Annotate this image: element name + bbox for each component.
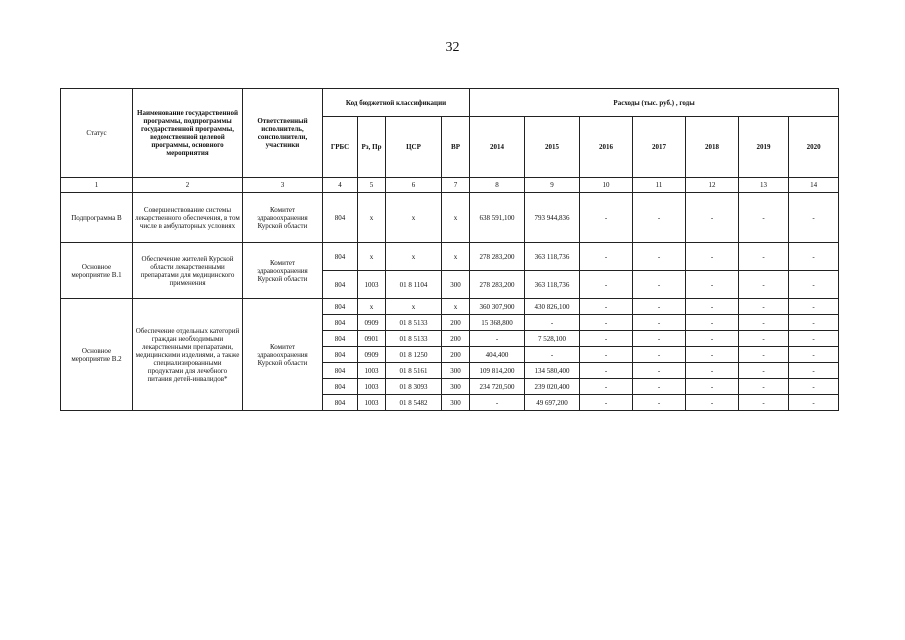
value-2015: 363 118,736 (525, 243, 580, 271)
column-number: 6 (386, 178, 442, 193)
value-2017: - (633, 299, 686, 315)
value-2018: - (686, 331, 739, 347)
value-2017: - (633, 363, 686, 379)
value-2020: - (789, 193, 839, 243)
value-2017: - (633, 315, 686, 331)
header-year: 2016 (580, 117, 633, 178)
value-2018: - (686, 395, 739, 411)
header-executor: Ответственный исполнитель, соисполнители, участники (243, 89, 323, 178)
column-number: 10 (580, 178, 633, 193)
header-year: 2019 (739, 117, 789, 178)
value-2020: - (789, 243, 839, 271)
header-name: Наименование государственной программы, подпрограммы государственной программы, ведомственной целевой программы, основного мероприятия (133, 89, 243, 178)
vr-cell: 200 (442, 331, 470, 347)
vr-cell: 300 (442, 395, 470, 411)
header-budget-code: Код бюджетной классификации (323, 89, 470, 117)
value-2018: - (686, 315, 739, 331)
rzpr-cell: 1003 (358, 363, 386, 379)
header-year: 2018 (686, 117, 739, 178)
value-2017: - (633, 243, 686, 271)
value-2015: 239 020,400 (525, 379, 580, 395)
executor-cell: Комитет здравоохранения Курской области (243, 243, 323, 299)
value-2017: - (633, 271, 686, 299)
header-vr: ВР (442, 117, 470, 178)
column-number: 8 (470, 178, 525, 193)
grbs-cell: 804 (323, 315, 358, 331)
value-2015: 49 697,200 (525, 395, 580, 411)
grbs-cell: 804 (323, 379, 358, 395)
value-2020: - (789, 315, 839, 331)
grbs-cell: 804 (323, 271, 358, 299)
value-2017: - (633, 193, 686, 243)
csr-cell: 01 8 1104 (386, 271, 442, 299)
executor-cell: Комитет здравоохранения Курской области (243, 299, 323, 411)
table-row (61, 243, 839, 271)
value-2015: 430 826,100 (525, 299, 580, 315)
value-2016: - (580, 331, 633, 347)
vr-cell: 300 (442, 363, 470, 379)
value-2018: - (686, 193, 739, 243)
value-2019: - (739, 347, 789, 363)
column-number-row (61, 178, 839, 193)
table-row (61, 299, 839, 315)
budget-table (60, 88, 839, 411)
value-2019: - (739, 271, 789, 299)
status-cell: Подпрограмма В (61, 193, 133, 243)
csr-cell: х (386, 299, 442, 315)
value-2016: - (580, 379, 633, 395)
value-2014: 278 283,200 (470, 243, 525, 271)
value-2018: - (686, 271, 739, 299)
value-2019: - (739, 379, 789, 395)
value-2015: 134 580,400 (525, 363, 580, 379)
grbs-cell: 804 (323, 193, 358, 243)
value-2015: - (525, 347, 580, 363)
rzpr-cell: 1003 (358, 395, 386, 411)
column-number: 3 (243, 178, 323, 193)
value-2019: - (739, 331, 789, 347)
value-2016: - (580, 347, 633, 363)
value-2018: - (686, 299, 739, 315)
value-2018: - (686, 347, 739, 363)
rzpr-cell: 0909 (358, 347, 386, 363)
csr-cell: 01 8 5133 (386, 315, 442, 331)
vr-cell: х (442, 299, 470, 315)
header-year: 2015 (525, 117, 580, 178)
value-2016: - (580, 243, 633, 271)
column-number: 12 (686, 178, 739, 193)
value-2019: - (739, 299, 789, 315)
csr-cell: 01 8 3093 (386, 379, 442, 395)
column-number: 7 (442, 178, 470, 193)
value-2014: 234 720,500 (470, 379, 525, 395)
csr-cell: 01 8 5482 (386, 395, 442, 411)
value-2014: - (470, 331, 525, 347)
vr-cell: 300 (442, 271, 470, 299)
value-2017: - (633, 347, 686, 363)
status-cell: Основное мероприятие В.2 (61, 299, 133, 411)
value-2017: - (633, 331, 686, 347)
column-number: 13 (739, 178, 789, 193)
header-year: 2017 (633, 117, 686, 178)
vr-cell: 300 (442, 379, 470, 395)
value-2016: - (580, 315, 633, 331)
rzpr-cell: 0909 (358, 315, 386, 331)
header-expenses: Расходы (тыс. руб.) , годы (470, 89, 839, 117)
value-2020: - (789, 331, 839, 347)
vr-cell: х (442, 193, 470, 243)
value-2014: 360 307,900 (470, 299, 525, 315)
value-2016: - (580, 395, 633, 411)
value-2020: - (789, 299, 839, 315)
value-2019: - (739, 395, 789, 411)
rzpr-cell: 1003 (358, 271, 386, 299)
value-2020: - (789, 363, 839, 379)
value-2019: - (739, 243, 789, 271)
value-2015: 363 118,736 (525, 271, 580, 299)
value-2020: - (789, 347, 839, 363)
value-2020: - (789, 395, 839, 411)
value-2018: - (686, 243, 739, 271)
executor-cell: Комитет здравоохранения Курской области (243, 193, 323, 243)
column-number: 11 (633, 178, 686, 193)
rzpr-cell: х (358, 193, 386, 243)
rzpr-cell: х (358, 299, 386, 315)
value-2020: - (789, 271, 839, 299)
csr-cell: х (386, 193, 442, 243)
column-number: 5 (358, 178, 386, 193)
header-status: Статус (61, 89, 133, 178)
status-cell: Основное мероприятие В.1 (61, 243, 133, 299)
grbs-cell: 804 (323, 395, 358, 411)
grbs-cell: 804 (323, 331, 358, 347)
csr-cell: х (386, 243, 442, 271)
vr-cell: х (442, 243, 470, 271)
value-2014: 15 368,800 (470, 315, 525, 331)
column-number: 14 (789, 178, 839, 193)
value-2014: 278 283,200 (470, 271, 525, 299)
value-2020: - (789, 379, 839, 395)
vr-cell: 200 (442, 347, 470, 363)
value-2015: 793 944,836 (525, 193, 580, 243)
vr-cell: 200 (442, 315, 470, 331)
header-grbs: ГРБС (323, 117, 358, 178)
value-2016: - (580, 299, 633, 315)
column-number: 9 (525, 178, 580, 193)
value-2014: 404,400 (470, 347, 525, 363)
grbs-cell: 804 (323, 299, 358, 315)
value-2014: 109 814,200 (470, 363, 525, 379)
value-2015: - (525, 315, 580, 331)
page-number: 32 (445, 40, 460, 55)
csr-cell: 01 8 5161 (386, 363, 442, 379)
csr-cell: 01 8 1250 (386, 347, 442, 363)
column-number: 1 (61, 178, 133, 193)
column-number: 4 (323, 178, 358, 193)
value-2019: - (739, 315, 789, 331)
column-number: 2 (133, 178, 243, 193)
header-rzpr: Рз, Пр (358, 117, 386, 178)
grbs-cell: 804 (323, 347, 358, 363)
value-2016: - (580, 271, 633, 299)
value-2019: - (739, 363, 789, 379)
table-row (61, 193, 839, 243)
header-csr: ЦСР (386, 117, 442, 178)
value-2014: 638 591,100 (470, 193, 525, 243)
value-2017: - (633, 379, 686, 395)
grbs-cell: 804 (323, 363, 358, 379)
csr-cell: 01 8 5133 (386, 331, 442, 347)
value-2017: - (633, 395, 686, 411)
rzpr-cell: х (358, 243, 386, 271)
value-2016: - (580, 193, 633, 243)
value-2019: - (739, 193, 789, 243)
name-cell: Обеспечение отдельных категорий граждан необходимыми лекарственными препаратами, медицинскими изделиями, а также специализированными продуктами для лечебного питания детей-инвалидов* (133, 299, 243, 411)
name-cell: Совершенствование системы лекарственного обеспечения, в том числе в амбулаторных условиях (133, 193, 243, 243)
name-cell: Обеспечение жителей Курской области лекарственными препаратами для медицинского применения (133, 243, 243, 299)
rzpr-cell: 1003 (358, 379, 386, 395)
value-2016: - (580, 363, 633, 379)
value-2015: 7 528,100 (525, 331, 580, 347)
header-year: 2014 (470, 117, 525, 178)
value-2018: - (686, 379, 739, 395)
value-2014: - (470, 395, 525, 411)
value-2018: - (686, 363, 739, 379)
rzpr-cell: 0901 (358, 331, 386, 347)
grbs-cell: 804 (323, 243, 358, 271)
header-year: 2020 (789, 117, 839, 178)
